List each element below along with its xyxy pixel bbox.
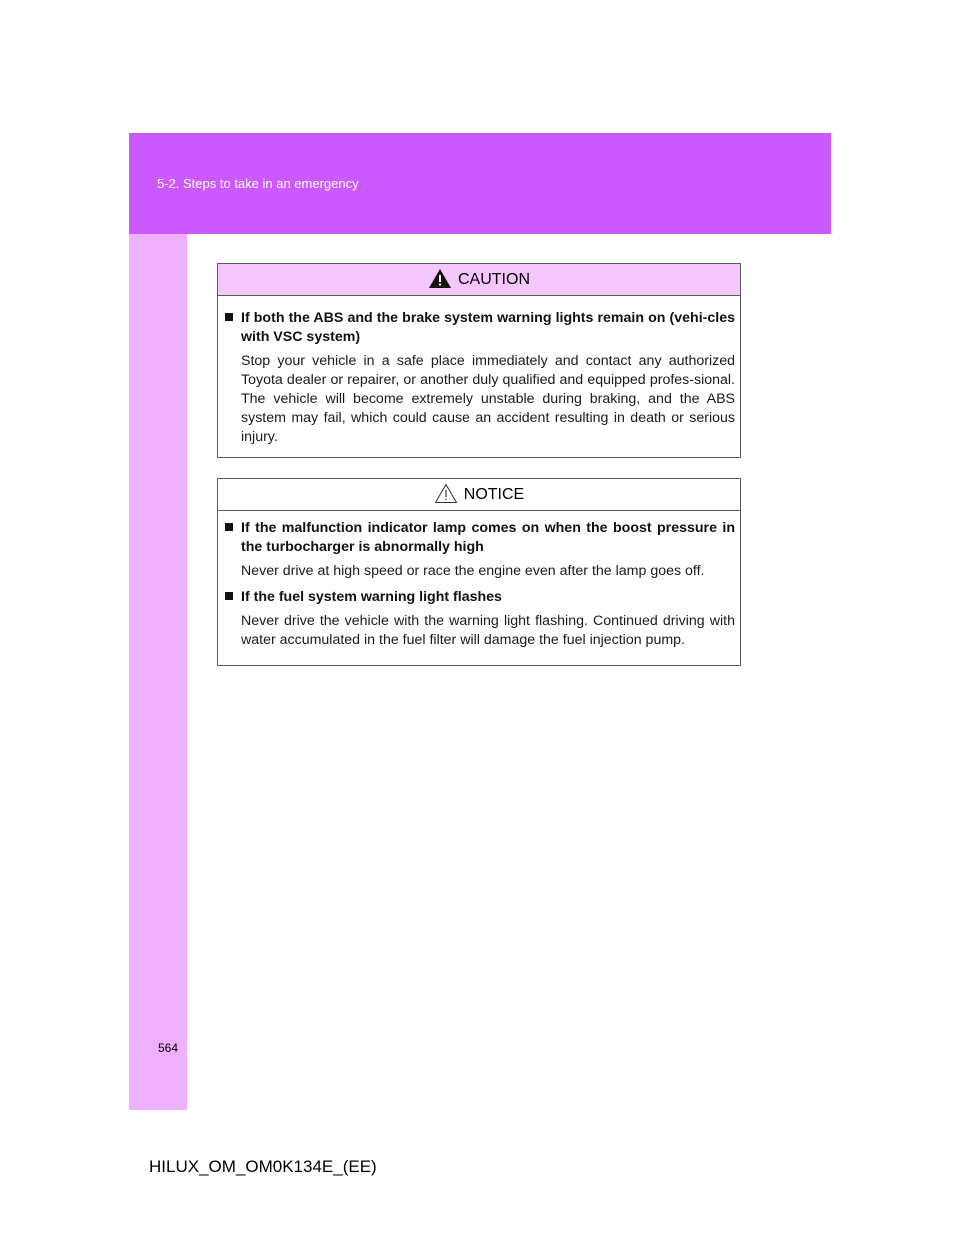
warning-triangle-outline-icon — [434, 483, 458, 504]
square-bullet-icon — [225, 523, 233, 531]
caution-item-title-text: If both the ABS and the brake system warning lights remain on (vehi-cles with VSC system) — [241, 310, 735, 345]
notice-body — [218, 511, 740, 650]
caution-box — [217, 263, 741, 458]
notice-item-title-1 — [224, 519, 735, 557]
section-title: 5-2. Steps to take in an emergency — [157, 176, 359, 191]
notice-heading: NOTICE — [463, 485, 525, 503]
caution-body — [218, 296, 740, 447]
caution-item-text: Stop your vehicle in a safe place immediately and contact any authorized Toyota dealer or repairer, or another duly qualified and equipped profes-sional. The vehicle will become extremely unstable during braking, and the ABS system may fail, which could cause an accident resulting in death or serious injury. — [241, 353, 735, 445]
side-strip — [129, 234, 187, 1110]
notice-item-title-text-2: If the fuel system warning light flashes — [241, 589, 502, 605]
notice-box — [217, 478, 741, 666]
square-bullet-icon — [225, 313, 233, 321]
square-bullet-icon — [225, 592, 233, 600]
notice-item-title-text-1: If the malfunction indicator lamp comes on when the boost pressure in the turbocharger is abnormally high — [241, 520, 735, 555]
caution-item-title — [224, 309, 735, 347]
notice-header — [218, 479, 740, 511]
page-number: 564 — [158, 1041, 179, 1055]
caution-header — [218, 264, 740, 296]
notice-item-text-1: Never drive at high speed or race the engine even after the lamp goes off. — [241, 563, 705, 579]
footer-code: HILUX_OM_OM0K134E_(EE) — [149, 1157, 377, 1176]
notice-item-title-2 — [224, 588, 735, 607]
caution-heading: CAUTION — [458, 270, 530, 288]
notice-item-text-2: Never drive the vehicle with the warning light flashing. Continued driving with water accumulated in the fuel filter will damage the fuel injection pump. — [241, 613, 735, 648]
warning-triangle-filled-icon — [428, 268, 452, 289]
